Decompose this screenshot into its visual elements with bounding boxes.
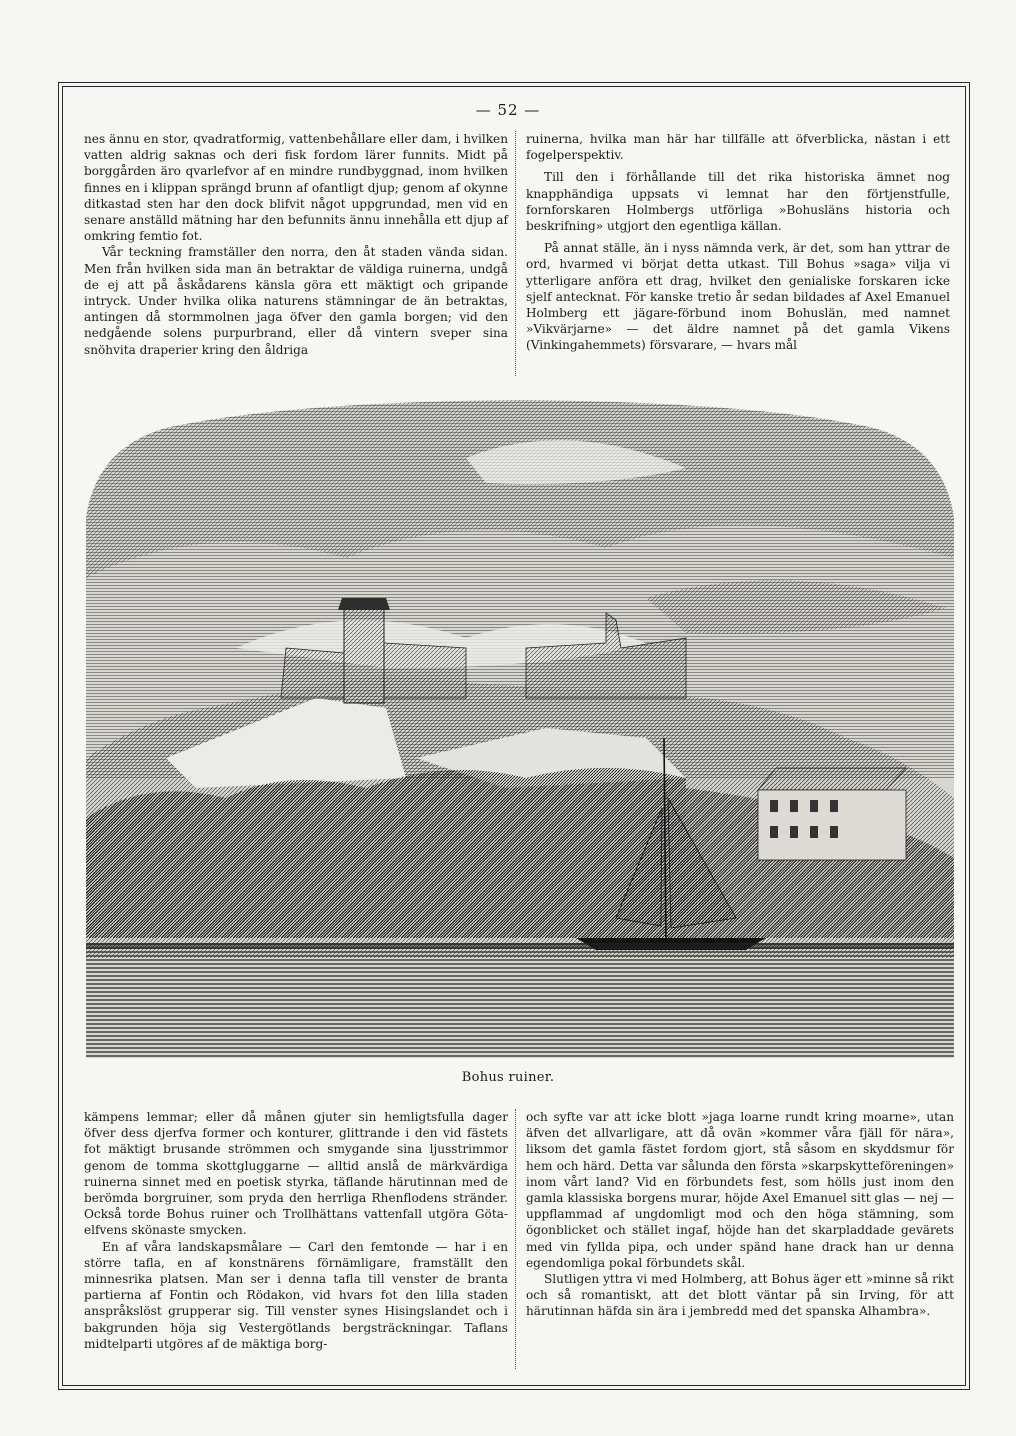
column-divider <box>515 1109 516 1369</box>
paragraph: nes ännu en stor, qvadratformig, vattenbehållare eller dam, i hvilken vatten aldrig saknas och deri fisk fordom lärer funnits. Midt på borggården äro qvarlefvor af en mindre rundbyggnad, inom hvilken finnes en i klippan sprängd brunn af ofantligt djup; genom af okynne ditkastad sten har den dock blifvit något uppgrundad, men vid en senare anställd mätning har den befunnits ännu innehålla ett djup af omkring femtio fot. <box>84 132 508 244</box>
bottom-left-column <box>84 1109 508 1352</box>
paragraph: På annat ställe, än i nyss nämnda verk, är det, som han yttrar de ord, hvarmed vi börjat detta utkast. Till Bohus »saga» vilja vi ytterligare anföra ett drag, hvilket den genialiske forskaren icke sjelf antecknat. För kanske tretio år sedan bildades af Axel Emanuel Holmberg ett jägare-förbund inom Bohuslän, med namnet »Vikvärjarne» — det äldre namnet på det gamla Vikens (Vinkingahemmets) försvarare, — hvars mål <box>526 241 950 353</box>
paragraph: ruinerna, hvilka man här har tillfälle att öfverblicka, nästan i ett fogelperspektiv. <box>526 132 950 163</box>
paragraph: Vår teckning framställer den norra, den åt staden vända sidan. Men från hvilken sida man än betraktar de väldiga ruinerna, undgå de ej att på åskådarens känsla göra ett mäktigt och gripande intryck. Under hvilka olika naturens stämningar de än betraktas, antingen då stormmolnen jaga öfver den gamla borgen; vid den nedgående solens purpurbrand, eller då vintern sveper sina snöhvita draperier kring den åldriga <box>84 245 508 357</box>
page-number: — 52 — <box>475 101 541 119</box>
column-divider <box>515 131 516 376</box>
paragraph: kämpens lemmar; eller då månen gjuter sin hemligtsfulla dager öfver dess djerfva former och konturer, glittrande i den vid fästets fot mäktigt brusande strömmen och smygande sina ljusstrimmor genom de tomma skottgluggarne — alltid anslå de märkvärdiga ruinerna sinnet med en poetisk styrka, täflande härutinnan med de berömda borgruiner, som pryda den herrliga Rhenflodens stränder. Också torde Bohus ruiner och Trollhättans vattenfall utgöra Göta-elfvens skönaste smycken. <box>84 1110 508 1238</box>
top-left-column <box>84 131 508 358</box>
top-right-column <box>526 131 950 354</box>
paragraph: och syfte var att icke blott »jaga loarne rundt kring moarne», utan äfven det allvarligare, att då ovän »kommer våra fjäll för nära», liksom det gamla fästet fordom gjort, stå såsom en skyddsmur för hem och härd. Detta var sålunda den första »skarpskytteföreningen» inom vårt land? Vid en förbundets fest, som hölls just inom den gamla klassiska borgens murar, höjde Axel Emanuel sitt glas — nej — uppflammad af ungdomligt mod och den höga stämning, som ögonblicket och stället ingaf, höjde han det skarpladdade gevärets med vin fyllda pipa, och under spänd hane drack han ur denna egendomliga pokal förbundets skål. <box>526 1110 954 1270</box>
bohus-ruins-engraving <box>86 398 954 1058</box>
bottom-right-column <box>526 1109 954 1320</box>
paragraph: En af våra landskapsmålare — Carl den femtonde — har i en större tafla, en af konstnärens förnämligare, framställt den minnesrika platsen. Man ser i denna tafla till venster de branta partierna af Fontin och Rödakon, vid hvars fot den lilla staden anspråkslöst grupperar sig. Till venster synes Hisingslandet och i bakgrunden höja sig Vestergötlands bergsträckningar. Taflans midtelparti utgöres af de mäktiga borg- <box>84 1239 508 1351</box>
figure-caption: Bohus ruiner. <box>461 1070 555 1085</box>
paragraph: Slutligen yttra vi med Holmberg, att Bohus äger ett »minne så rikt och så romantiskt, att det blott väntar på sin Irving, för att härutinnan häfda sin ära i jembredd med det spanska Alhambra». <box>526 1272 954 1319</box>
paragraph: Till den i förhållande till det rika historiska ämnet nog knapphändiga uppsats vi lemnat har den förtjenstfulle, fornforskaren Holmbergs utförliga »Bohusläns historia och beskrifning» utgjort den egentliga källan. <box>526 170 950 234</box>
